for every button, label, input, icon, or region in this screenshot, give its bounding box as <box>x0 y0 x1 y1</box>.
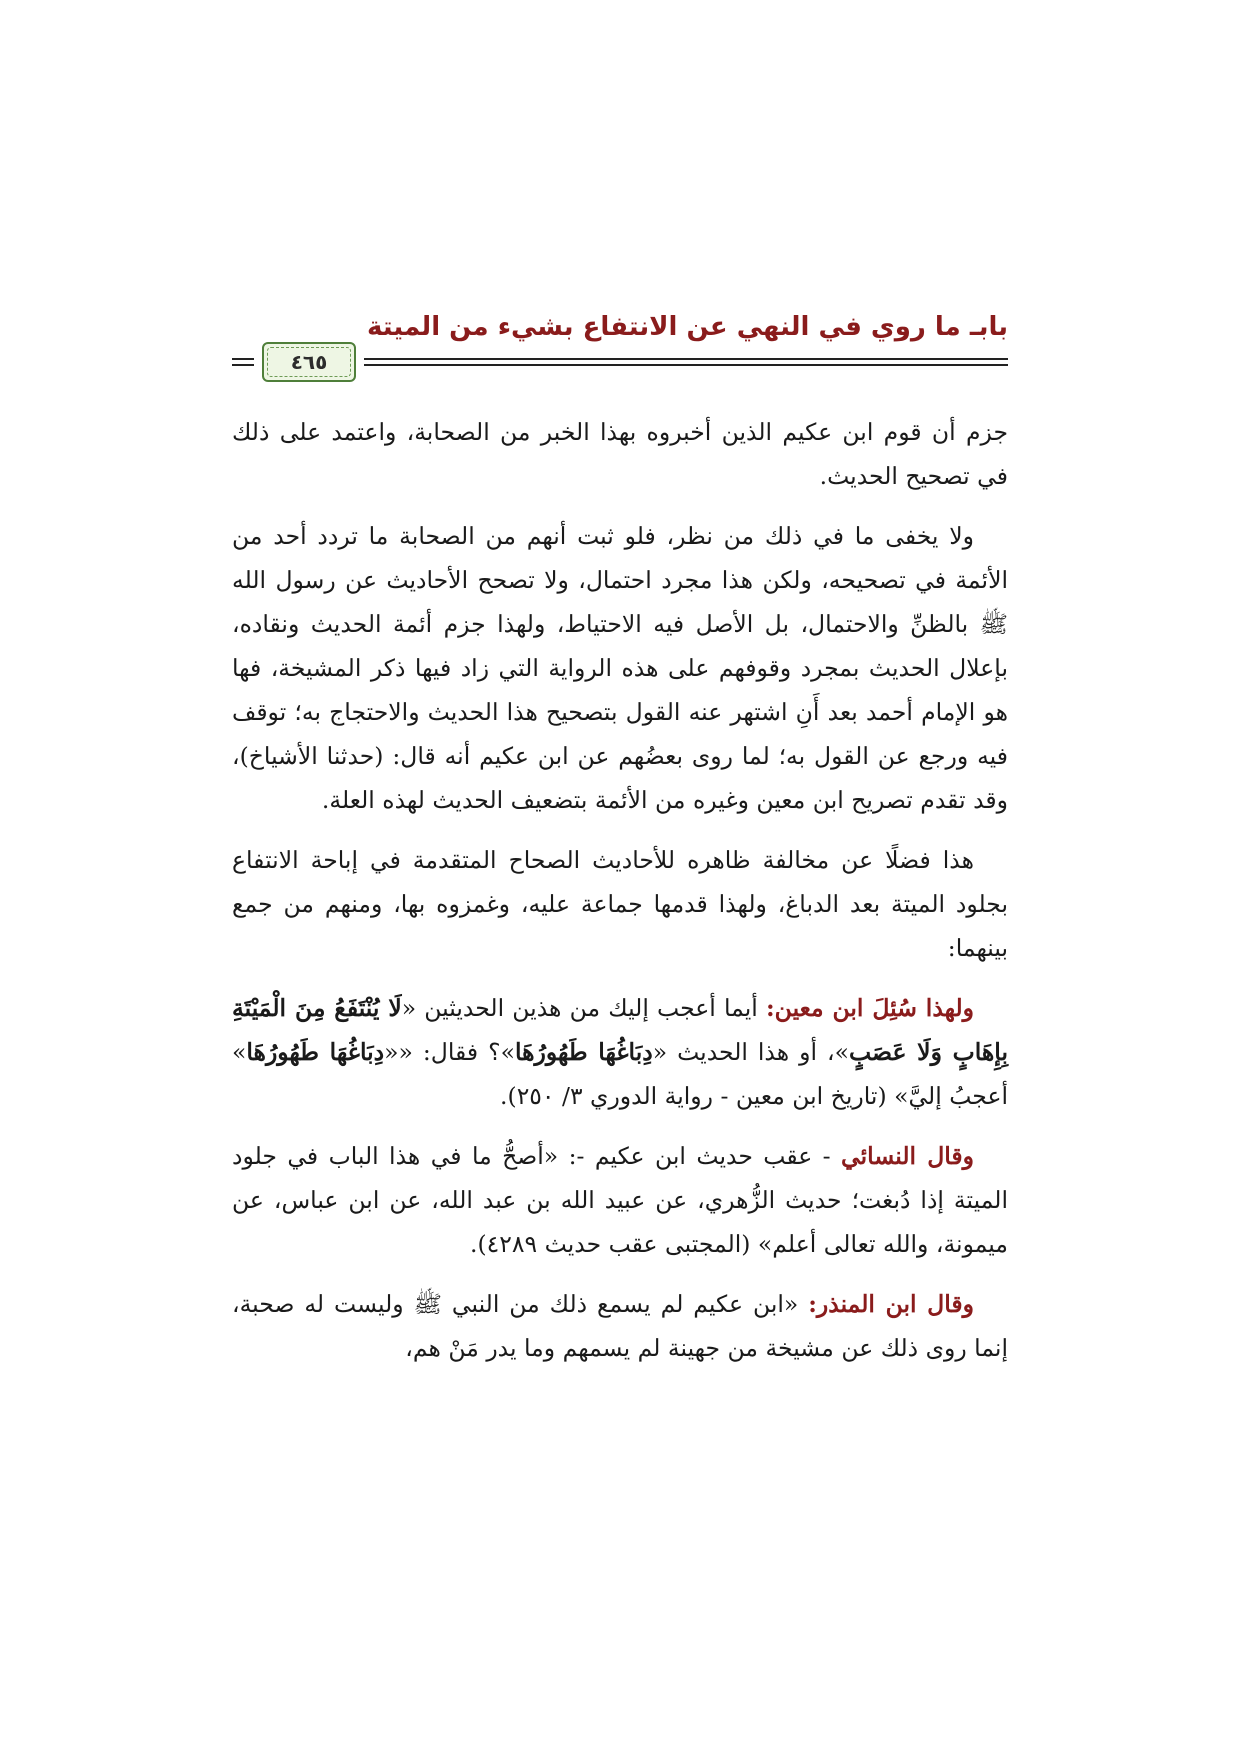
page-header <box>232 312 1008 384</box>
header-rule <box>232 358 254 360</box>
paragraph: جزم أن قوم ابن عكيم الذين أخبروه بهذا الخبر من الصحابة، واعتمد على ذلك في تصحيح الحديث. <box>232 418 1008 490</box>
hadith-text: دِبَاغُهَا طَهُورُهَا <box>515 1038 653 1066</box>
paragraph-text: - عقب حديث ابن عكيم -: «أصحُّ ما في هذا الباب في جلود الميتة إذا دُبغت؛ حديث الزُّهري، عن عبيد الله بن عبد الله، عن ابن عباس، عن ميمونة، والله تعالى أعلم» (المجتبى عقب حديث ٤٢٨٩). <box>232 1142 1008 1258</box>
paragraph: ولا يخفى ما في ذلك من نظر، فلو ثبت أنهم من الصحابة ما تردد أحد من الأئمة في تصحيحه، ولكن هذا مجرد احتمال، ولا تصحح الأحاديث عن رسول الله ﷺ بالظنِّ والاحتمال، بل الأصل فيه الاحتياط، ولهذا جزم أئمة الحديث ونقاده، بإعلال الحديث بمجرد وقوفهم على هذه الرواية التي زاد فيها ذكر المشيخة، فها هو الإمام أحمد بعد أَنِ اشتهر عنه القول بتصحيح هذا الحديث والاحتجاج به؛ توقف فيه ورجع عن القول به؛ لما روى بعضُهم عن ابن عكيم أنه قال: (حدثنا الأشياخ)، وقد تقدم تصريح ابن معين وغيره من الأئمة بتضعيف الحديث لهذه العلة. <box>232 522 1008 814</box>
speaker-name: وقال النسائي <box>841 1142 975 1170</box>
paragraph-text: «ابن عكيم لم يسمع ذلك من النبي ﷺ وليست له صحبة، إنما روى ذلك عن مشيخة من جهينة لم يسمهم وما يدر مَنْ هم، <box>232 1290 1008 1362</box>
paragraph-text: أيما أعجب إليك من هذين الحديثين « <box>401 994 766 1022</box>
hadith-text: دِبَاغُهَا طَهُورُهَا <box>246 1038 385 1066</box>
paragraph-text: »؟ فقال: «« <box>384 1038 515 1066</box>
hadith-text: لَا يُنْتَفَعُ مِنَ الْمَيْتَةِ بِإِهَابٍ وَلَا عَصَبٍ <box>232 994 1008 1066</box>
speaker-name: ولهذا سُئِلَ ابن معين: <box>766 994 974 1022</box>
speaker-name: وقال ابن المنذر: <box>808 1290 974 1318</box>
header-rule <box>364 364 1008 366</box>
header-rule <box>232 364 254 366</box>
paragraph-text: » أعجبُ إليَّ» (تاريخ ابن معين - رواية الدوري ٣/ ٢٥٠). <box>232 1038 1008 1110</box>
paragraph <box>232 986 1008 1118</box>
page-number-frame <box>262 342 356 382</box>
paragraph: هذا فضلًا عن مخالفة ظاهره للأحاديث الصحاح المتقدمة في إباحة الانتفاع بجلود الميتة بعد الدباغ، ولهذا قدمها جماعة عليه، وغمزوه بها، ومنهم من جمع بينهما: <box>232 846 1008 962</box>
header-rule <box>364 358 1008 360</box>
paragraph <box>232 1282 1008 1370</box>
chapter-title: بابـ ما روي في النهي عن الانتفاع بشيء من الميتة <box>367 312 1008 342</box>
page-body <box>232 410 1008 1386</box>
page-number: ٤٦٥ <box>290 350 328 374</box>
paragraph <box>232 1134 1008 1266</box>
paragraph-text: »، أو هذا الحديث « <box>652 1038 849 1066</box>
